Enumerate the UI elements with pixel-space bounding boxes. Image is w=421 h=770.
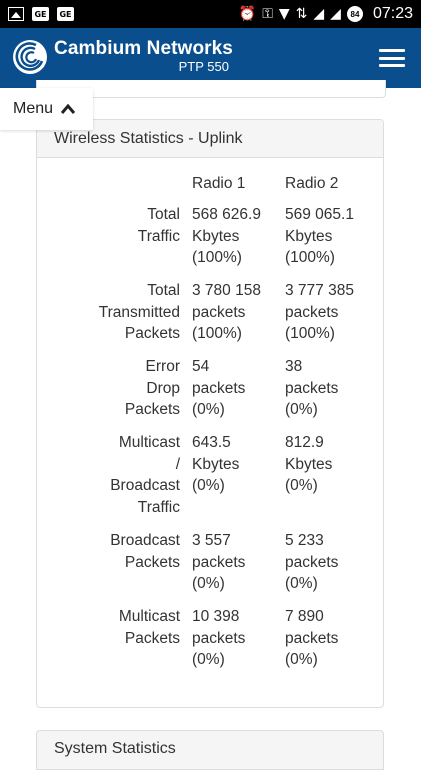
radio2-value [285, 204, 380, 269]
chevron-up-icon [61, 104, 75, 114]
model-name: PTP 550 [178, 59, 229, 74]
row-label-line: Total [147, 282, 180, 299]
radio2-value-line: packets [285, 553, 339, 571]
ge-badge-icon: GE [32, 7, 49, 21]
radio1-value [192, 606, 282, 671]
row-label [37, 432, 180, 518]
row-label-line: Packets [124, 629, 180, 647]
radio2-value [285, 606, 380, 671]
radio1-value-line: 568 626.9 [192, 206, 261, 223]
wifi-icon: ▼ [278, 6, 290, 22]
radio1-value-line: (0%) [192, 651, 225, 668]
radio1-value-line: (0%) [192, 575, 225, 592]
radio1-value-line: packets [192, 303, 246, 321]
radio1-value [192, 432, 282, 497]
clock: 07:23 [372, 5, 413, 22]
radio2-value [285, 280, 380, 345]
radio2-value-line: Kbytes [285, 455, 333, 473]
panel-title: System Statistics [54, 740, 176, 757]
radio2-value [285, 356, 380, 421]
menu-toggle[interactable] [0, 88, 93, 130]
column-header-radio1: Radio 1 [192, 175, 246, 192]
row-label-line: Multicast [118, 434, 180, 451]
radio2-value-line: packets [285, 629, 339, 647]
radio2-value-line: packets [285, 379, 339, 397]
radio1-value-line: (0%) [192, 477, 225, 494]
key-icon: ⚿ [262, 6, 273, 22]
radio2-value-line: 5 233 [285, 532, 324, 549]
row-label-line: Error [145, 358, 180, 375]
app-header [0, 28, 421, 88]
radio2-value-line: 38 [285, 358, 303, 375]
radio1-value [192, 356, 282, 421]
row-label-line: Broadcast [110, 532, 180, 549]
cambium-logo-icon [12, 39, 48, 75]
radio1-value-line: 643.5 [192, 434, 231, 451]
signal-icon: ◢ [313, 6, 325, 22]
notification-icons [8, 7, 74, 21]
signal-icon: ◢ [330, 6, 341, 22]
radio2-value-line: Kbytes [285, 227, 333, 245]
radio1-value-line: 54 [192, 358, 210, 375]
row-label-line: Transmitted [98, 303, 180, 321]
image-icon [8, 7, 24, 21]
row-label-line: Packets [124, 553, 180, 571]
radio1-value-line: packets [192, 379, 246, 397]
panel-title: Wireless Statistics - Uplink [37, 120, 383, 158]
system-statistics-panel [36, 730, 384, 770]
row-label [37, 356, 180, 421]
row-label-line: Broadcast [110, 477, 180, 494]
brand-name: Cambium Networks [54, 38, 233, 59]
row-label [37, 280, 180, 345]
status-bar [0, 0, 421, 28]
statistics-table [37, 158, 383, 668]
radio2-value-line: packets [285, 303, 339, 321]
row-label-line: Total [147, 206, 180, 223]
radio2-value-line: (100%) [285, 249, 335, 266]
radio2-value-line: (0%) [285, 477, 318, 494]
row-label [37, 530, 180, 573]
radio1-value-line: 3 557 [192, 532, 231, 549]
radio2-value-line: (0%) [285, 575, 318, 592]
radio2-value-line: 3 777 385 [285, 282, 354, 299]
row-label-line: / [175, 455, 180, 473]
data-icon: ⇅ [295, 6, 308, 22]
radio1-value-line: 3 780 158 [192, 282, 261, 299]
radio1-value-line: (100%) [192, 325, 242, 342]
row-label-line: Traffic [137, 227, 180, 245]
system-icons [239, 5, 413, 23]
radio2-value-line: 569 065.1 [285, 206, 354, 223]
radio2-value-line: 812.9 [285, 434, 324, 451]
row-label-line: Traffic [137, 498, 180, 516]
radio1-value-line: (0%) [192, 401, 225, 418]
ge-badge-icon: GE [57, 7, 74, 21]
radio1-value-line: 10 398 [192, 608, 240, 625]
radio1-value-line: (100%) [192, 249, 242, 266]
radio1-value [192, 530, 282, 595]
radio1-value-line: packets [192, 553, 246, 571]
radio1-value-line: Kbytes [192, 455, 240, 473]
menu-label: Menu [13, 100, 54, 117]
row-label [37, 606, 180, 649]
row-label-line: Multicast [118, 608, 180, 625]
row-label [37, 204, 180, 247]
radio1-value-line: packets [192, 629, 246, 647]
radio2-value [285, 530, 380, 595]
row-label-line: Packets [124, 325, 180, 342]
radio2-value [285, 432, 380, 497]
battery-icon: 84 [347, 6, 363, 22]
hamburger-menu-icon[interactable] [379, 49, 405, 67]
table-header-row [37, 158, 383, 197]
row-label-line: Packets [124, 401, 180, 418]
radio1-value-line: Kbytes [192, 227, 240, 245]
radio2-value-line: (0%) [285, 651, 318, 668]
alarm-icon: ⏰ [238, 6, 257, 22]
wireless-statistics-panel [36, 119, 384, 708]
column-header-radio2: Radio 2 [285, 175, 339, 192]
radio2-value-line: 7 890 [285, 608, 324, 625]
radio2-value-line: (0%) [285, 401, 318, 418]
row-label-line: Drop [146, 379, 180, 397]
radio1-value [192, 204, 282, 269]
radio2-value-line: (100%) [285, 325, 335, 342]
radio1-value [192, 280, 282, 345]
